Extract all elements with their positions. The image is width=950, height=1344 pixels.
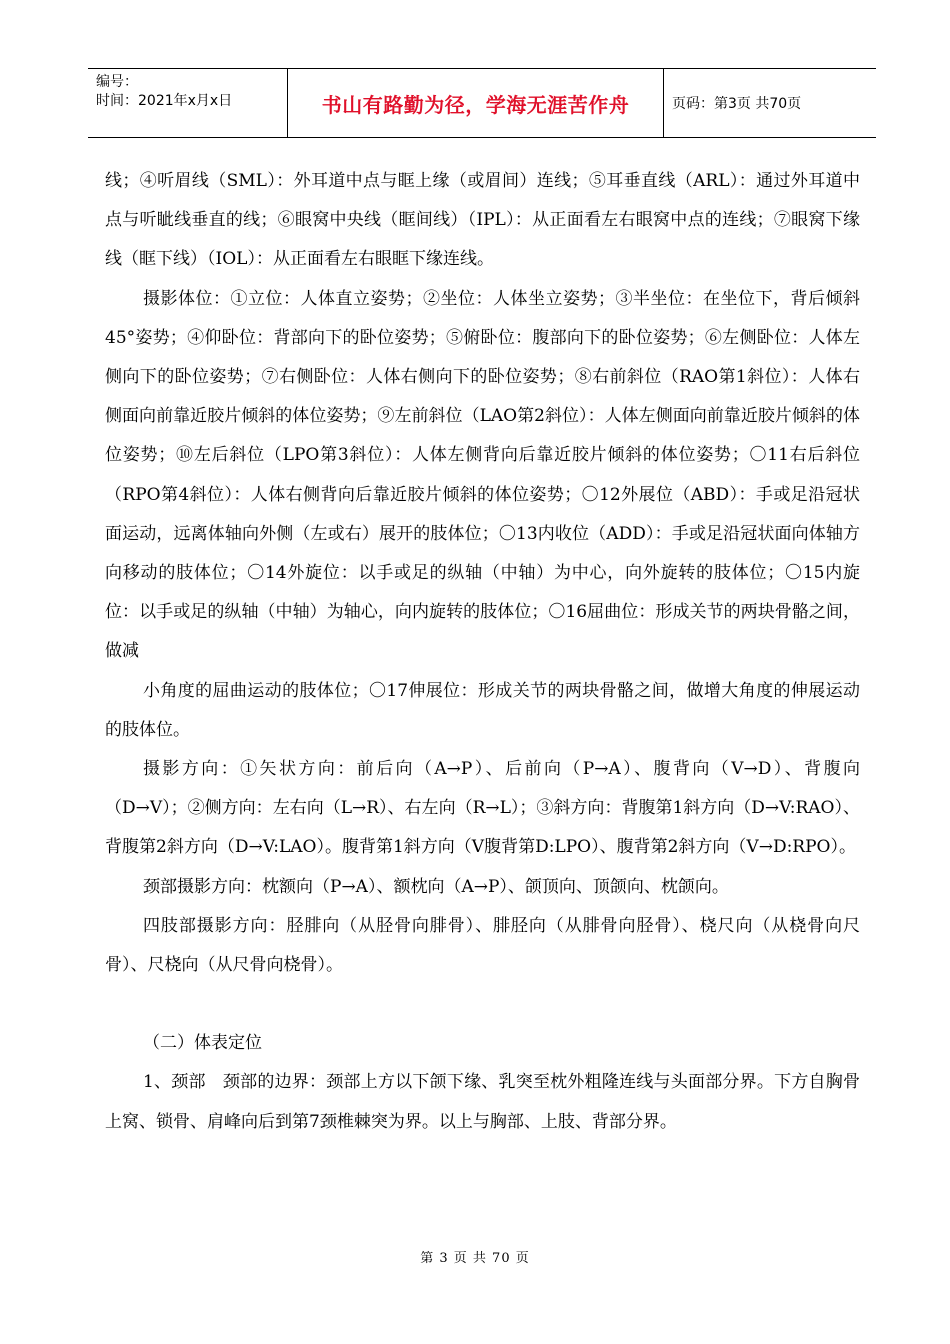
paragraph-projection-directions: 摄影方向：①矢状方向：前后向（A→P）、后前向（P→A）、腹背向（V→D）、背腹向（D→V）；②侧方向：左右向（L→R）、右左向（R→L）；③斜方向：背腹第1斜方向（D→V:RAO）、背腹第2斜方向（D→V:LAO）。腹背第1斜方向（V腹背第D:LPO）、腹背第2斜方向（V→D:RPO）。: [105, 759, 860, 858]
header-page-info: 页码：第3页 共70页: [672, 96, 802, 112]
paragraph-limb-directions: 四肢部摄影方向：胫腓向（从胫骨向腓骨）、腓胫向（从腓骨向胫骨）、桡尺向（从桡骨向尺骨）、尺桡向（从尺骨向桡骨）。: [105, 915, 860, 976]
page-header: [88, 68, 876, 138]
section-heading-surface-location: （二）体表定位: [143, 1033, 262, 1054]
document-code-label: 编号：: [96, 74, 138, 90]
paragraph-neck-directions: 颈部摄影方向：枕额向（P→A）、额枕向（A→P）、颌顶向、顶颌向、枕颌向。: [143, 876, 729, 897]
paragraph-positions-continued: 小角度的屈曲运动的肢体位；〇17伸展位：形成关节的两块骨骼之间，做增大角度的伸展运动的肢体位。: [105, 680, 860, 740]
blank-line: [105, 985, 860, 1024]
header-motto-cell: [288, 69, 664, 137]
paragraph-landmark-lines: 线；④听眉线（SML）：外耳道中点与眶上缘（或眉间）连线；⑤耳垂直线（ARL）：通过外耳道中点与听眦线垂直的线；⑥眼窝中央线（眶间线）（IPL）：从正面看左右眼窝中点的连线；⑦眼窝下缘线（眶下线）（IOL）：从正面看左右眼眶下缘连线。: [105, 171, 860, 270]
header-motto: 书山有路勤为径，学海无涯苦作舟: [321, 92, 630, 117]
document-body: [105, 162, 860, 1142]
header-meta: [88, 69, 288, 137]
paragraph-positions: 摄影体位：①立位：人体直立姿势；②坐位：人体坐立姿势；③半坐位：在坐位下，背后倾斜45°姿势；④仰卧位：背部向下的卧位姿势；⑤俯卧位：腹部向下的卧位姿势；⑥左侧卧位：人体左侧向下的卧位姿势；⑦右侧卧位：人体右侧向下的卧位姿势；⑧右前斜位（RAO第1斜位）：人体右侧面向前靠近胶片倾斜的体位姿势；⑨左前斜位（LAO第2斜位）：人体左侧面向前靠近胶片倾斜的体位姿势；⑩左后斜位（LPO第3斜位）：人体左侧背向后靠近胶片倾斜的体位姿势；〇11右后斜位（RPO第4斜位）：人体右侧背向后靠近胶片倾斜的体位姿势；〇12外展位（ABD）：手或足沿冠状面运动，远离体轴向外侧（左或右）展开的肢体位；〇13内收位（ADD）：手或足沿冠状面向体轴方向移动的肢体位；〇14外旋位：以手或足的纵轴（中轴）为中心，向外旋转的肢体位；〇15内旋位：以手或足的纵轴（中轴）为轴心，向内旋转的肢体位；〇16屈曲位：形成关节的两块骨骼之间，做减: [105, 288, 860, 662]
paragraph-neck-boundary: 1、颈部 颈部的边界：颈部上方以下颌下缘、乳突至枕外粗隆连线与头面部分界。下方自胸骨上窝、锁骨、肩峰向后到第7颈椎棘突为界。以上与胸部、上肢、背部分界。: [105, 1072, 860, 1132]
document-time: 时间：2021年x月x日: [96, 93, 233, 109]
page-footer: 第 3 页 共 70 页: [420, 1251, 530, 1266]
